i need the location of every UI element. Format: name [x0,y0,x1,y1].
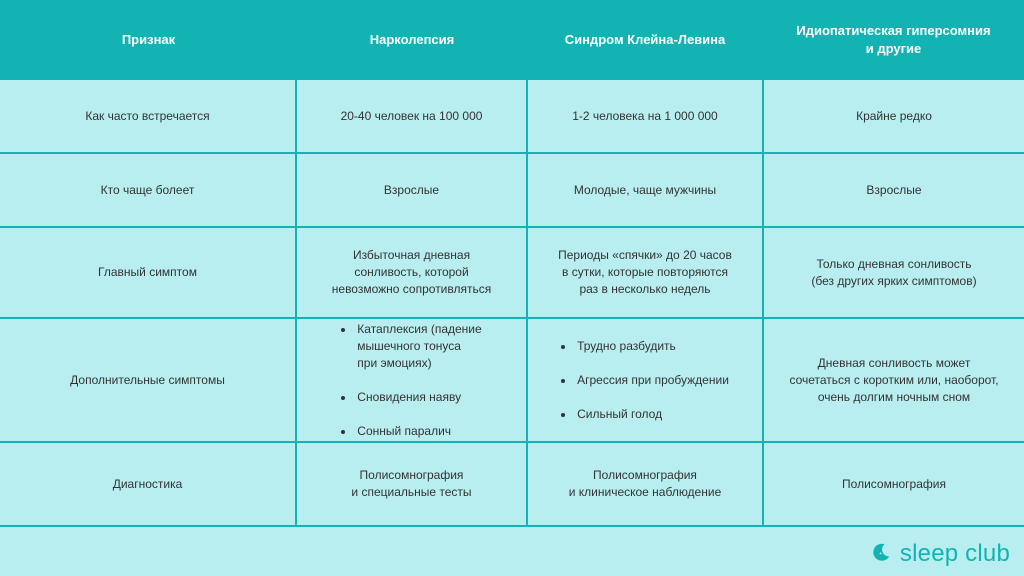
brand-logo [870,540,1010,568]
table-cell-idiopathic: Дневная сонливость может сочетаться с коротким или, наоборот, очень долгим ночным сном [789,355,999,404]
list-item: • Трудно разбудить [575,338,729,355]
list-item: • Агрессия при пробуждении [575,372,729,389]
table-cell-narcolepsy: 20-40 человек на 100 000 [340,108,483,123]
header-feature: Признак [121,32,176,47]
table-cell-idiopathic: Крайне редко [856,108,932,123]
table-cell-narcolepsy [297,319,526,441]
list-item: • Сильный голод [575,406,729,423]
moon-stars-icon [870,541,892,568]
table-cell-kleine-levin [528,319,762,441]
brand-name: sleep club [899,540,1010,567]
table-cell-kleine-levin: 1-2 человека на 1 000 000 [572,108,718,123]
table-header [0,0,1024,80]
table-cell-feature: Дополнительные симптомы [70,372,225,387]
list-item: • Катаплексия (падение мышечного тонуса при эмоциях) [355,321,481,372]
header-idiopathic: Идиопатическая гиперсомния и другие [796,23,991,56]
table-cell-feature: Кто чаще болеет [100,182,195,197]
table-cell-narcolepsy: Полисомнография и специальные тесты [351,468,472,499]
list-item: • Сновидения наяву [355,389,481,406]
table-cell-feature: Как часто встречается [85,108,210,123]
row-divider [0,525,1024,527]
table-cell-feature: Диагностика [112,476,183,491]
symptom-list [561,321,729,440]
header-kleine-levin: Синдром Клейна-Левина [564,32,726,47]
list-item: • Сонный паралич [355,423,481,440]
table-cell-kleine-levin: Полисомнография и клиническое наблюдение [568,468,722,499]
header-narcolepsy: Нарколепсия [369,32,455,47]
table-cell-feature: Главный симптом [98,265,197,279]
comparison-table [0,80,1024,527]
table-cell-kleine-levin: Молодые, чаще мужчины [573,182,717,197]
table-cell-idiopathic: Только дневная сонливость (без других ярких симптомов) [811,256,977,288]
table-cell-narcolepsy: Взрослые [383,182,440,197]
table-cell-narcolepsy: Избыточная дневная сонливость, которой невозможно сопротивляться [331,248,492,296]
table-cell-idiopathic: Взрослые [866,182,922,197]
table-cell-idiopathic: Полисомнография [842,476,946,491]
table-cell-kleine-levin: Периоды «спячки» до 20 часов в сутки, которые повторяются раз в несколько недель [558,248,732,296]
symptom-list [341,304,481,457]
